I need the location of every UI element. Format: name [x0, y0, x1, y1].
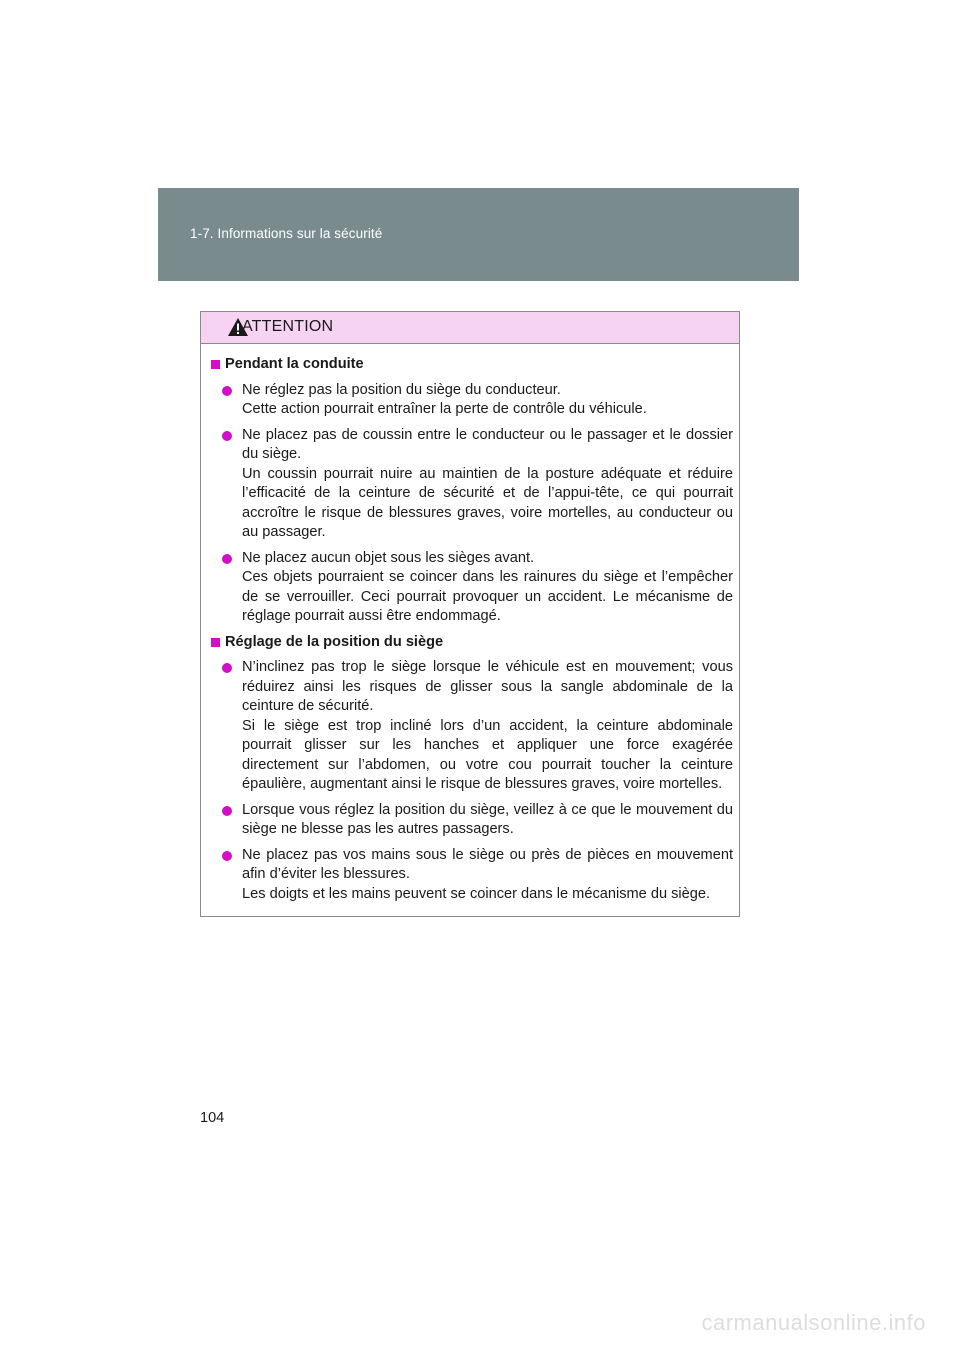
bullet-paragraph: Cette action pourrait entraîner la perte de contrôle du véhicule. — [242, 401, 647, 417]
caution-header — [201, 312, 739, 344]
section-heading-text: Pendant la conduite — [225, 356, 364, 372]
round-bullet-icon — [222, 554, 232, 564]
section-header-band — [158, 188, 799, 281]
bullet-paragraph: Si le siège est trop incliné lors d’un accident, la ceinture abdominale pourrait glisser sur les hanches et appliquer une force exagérée directement sur l’abdomen, ou votre cou pourrait toucher la ceinture épaulière, augmentant ainsi le risque de blessures graves, voire mortelles. — [242, 717, 733, 792]
round-bullet-icon — [222, 431, 232, 441]
round-bullet-icon — [222, 386, 232, 396]
bullet-paragraph: Lorsque vous réglez la position du siège, veillez à ce que le mouvement du siège ne blesse pas les autres passagers. — [242, 801, 733, 837]
section-title: 1-7. Informations sur la sécurité — [190, 226, 383, 241]
bullet-item — [211, 801, 733, 840]
bullet-item — [211, 658, 733, 795]
square-bullet-icon — [211, 638, 220, 647]
page-number: 104 — [200, 1110, 225, 1126]
bullet-item — [211, 549, 733, 627]
caution-body — [201, 344, 739, 904]
caution-title: ATTENTION — [242, 318, 334, 335]
square-bullet-icon — [211, 360, 220, 369]
bullet-paragraph: Ces objets pourraient se coincer dans les rainures du siège et l’empêcher de se verrouiller. Ceci pourrait provoquer un accident. Le mécanisme de réglage pourrait aussi être endommagé. — [242, 569, 733, 624]
round-bullet-icon — [222, 663, 232, 673]
bullet-paragraph: Ne placez pas vos mains sous le siège ou près de pièces en mouvement afin d’éviter les blessures. — [242, 846, 733, 882]
bullet-paragraph: N’inclinez pas trop le siège lorsque le véhicule est en mouvement; vous réduirez ainsi les risques de glisser sous la sangle abdominale de la ceinture de sécurité. — [242, 659, 733, 714]
watermark-text: carmanualsonline.info — [701, 1310, 926, 1335]
bullet-paragraph: Ne réglez pas la position du siège du conducteur. — [242, 381, 561, 398]
bullet-item — [211, 381, 733, 420]
bullet-item — [211, 426, 733, 543]
round-bullet-icon — [222, 806, 232, 816]
section-heading-text: Réglage de la position du siège — [225, 633, 444, 650]
round-bullet-icon — [222, 851, 232, 861]
bullet-item — [211, 846, 733, 905]
section-heading — [211, 355, 733, 375]
bullet-paragraph: Les doigts et les mains peuvent se coincer dans le mécanisme du siège. — [242, 885, 711, 902]
bullet-paragraph: Un coussin pourrait nuire au maintien de la posture adéquate et réduire l’efficacité de la ceinture de sécurité et de l’appui-tête, ce qui pourrait accroître le risque de blessures graves, voire mortelles, au conducteur ou au passager. — [242, 465, 733, 540]
caution-section — [211, 355, 733, 627]
caution-section — [211, 633, 733, 905]
bullet-paragraph: Ne placez aucun objet sous les sièges avant. — [242, 549, 535, 566]
bullet-paragraph: Ne placez pas de coussin entre le conducteur ou le passager et le dossier du siège. — [242, 426, 733, 462]
caution-box — [200, 311, 740, 917]
section-heading — [211, 633, 733, 653]
